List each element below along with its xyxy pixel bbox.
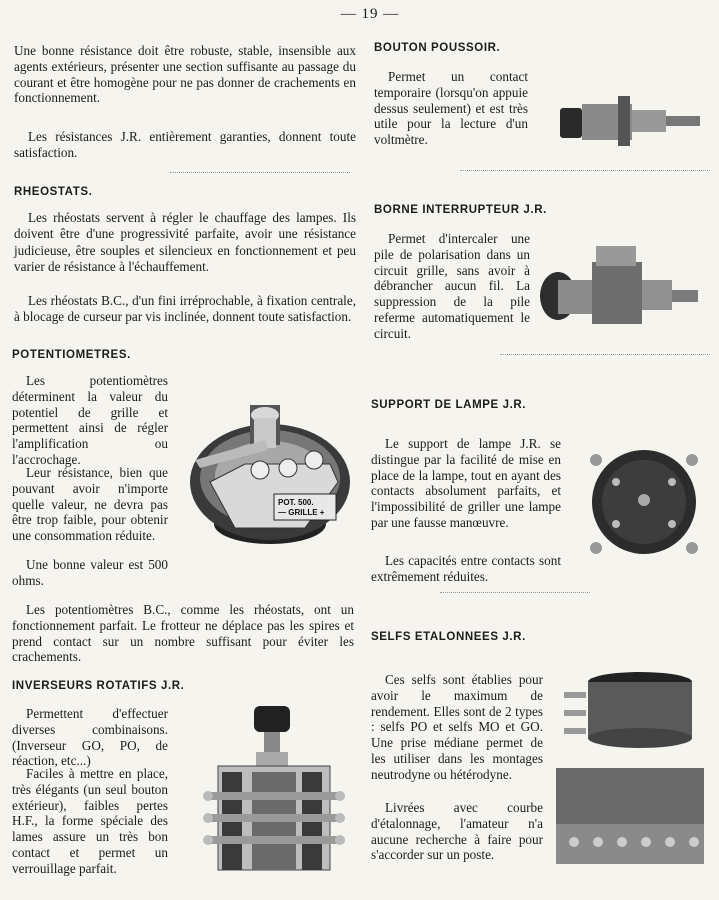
support-paragraph-1: Le support de lampe J.R. se distingue par la facilité de mise en place de la lampe, tout en ayant des contacts absolument parfaits, et l'impossibilité de griller une lampe par une fausse manœuvre.	[371, 436, 561, 530]
support-heading: SUPPORT DE LAMPE J.R.	[371, 399, 527, 411]
rheostats-heading: RHEOSTATS.	[14, 186, 93, 198]
pot-label-line-1: POT. 500.	[278, 498, 314, 507]
rheostats-paragraph-2: Les rhéostats B.C., d'un fini irréprochable, à fixation centrale, à blocage de curseur par vis inclinée, donnent toute satisfaction.	[14, 293, 356, 324]
coil-image-1	[560, 666, 710, 752]
selfs-paragraph-2: Livrées avec courbe d'étalonnage, l'amateur n'a aucune recherche à faire pour s'accorder sur un poste.	[371, 800, 543, 863]
inverseurs-paragraph-1: Permettent d'effectuer diverses combinaisons. (Inverseur GO, PO, de réaction, etc...)	[12, 706, 168, 769]
bouton-paragraph: Permet un contact temporaire (lorsqu'on appuie dessus seulement) et est très utile pour la lecture d'un voltmètre.	[374, 69, 528, 148]
rheostats-paragraph-1: Les rhéostats servent à régler le chauffage des lampes. Ils doivent être d'une progressivité parfaite, avoir une résistance judicieuse, être souples et silencieux en fonctionnement et peu varier de résistance à l'échauffement.	[14, 210, 356, 274]
inverseurs-heading: INVERSEURS ROTATIFS J.R.	[12, 680, 185, 692]
borne-heading: BORNE INTERRUPTEUR J.R.	[374, 204, 547, 216]
pot-label-line-2: — GRILLE +	[278, 508, 325, 517]
potentiometres-paragraph-4: Les potentiomètres B.C., comme les rhéostats, ont un fonctionnement parfait. Le frotteur ne déplace pas les spires et prend contact sur un nombre suffisant pour éviter les crachements.	[12, 602, 354, 665]
divider	[440, 592, 590, 594]
terminal-switch-image	[534, 240, 704, 330]
divider	[500, 354, 710, 356]
borne-paragraph: Permet d'intercaler une pile de polarisation dans un circuit grille, sans avoir à débrancher aucun fil. La suppression de la pile referme automatiquement le circuit.	[374, 231, 530, 341]
selfs-heading: SELFS ETALONNEES J.R.	[371, 631, 526, 643]
support-paragraph-2: Les capacités entre contacts sont extrêmement réduites.	[371, 553, 561, 584]
push-button-image	[556, 92, 704, 150]
inverseurs-paragraph-2: Faciles à mettre en place, très élégants (un seul bouton extérieur), faibles pertes H.F., la forme spéciale des lames assure un très bon contact et permet un verrouillage parfait.	[12, 766, 168, 876]
selfs-paragraph-1: Ces selfs sont établies pour avoir le maximum de rendement. Elles sont de 2 types : selfs PO et selfs MO et GO. Une prise médiane permet de les utiliser dans les montages neutrodyne ou hétérodyne.	[371, 672, 543, 782]
divider	[460, 170, 710, 172]
lamp-socket-image	[586, 442, 704, 562]
potentiometres-paragraph-1: Les potentiomètres déterminent la valeur du potentiel de grille et permettent ainsi de régler l'amplification ou l'accrochage.	[12, 373, 168, 467]
potentiometer-image	[190, 400, 352, 550]
potentiometres-paragraph-2: Leur résistance, bien que pouvant avoir n'importe quelle valeur, ne devra pas être trop faible, pour obtenir une consommation réduite.	[12, 465, 168, 544]
intro-paragraph-2: Les résistances J.R. entièrement garanties, donnent toute satisfaction.	[14, 129, 356, 160]
intro-paragraph-1: Une bonne résistance doit être robuste, stable, insensible aux agents extérieurs, présenter une section suffisante au passage du courant et être homogène pour ne pas donner de crachements en fonctionnement.	[14, 43, 356, 106]
bouton-heading: BOUTON POUSSOIR.	[374, 42, 501, 54]
coil-image-2	[552, 764, 708, 870]
potentiometres-heading: POTENTIOMETRES.	[12, 349, 131, 361]
rotary-switch-image	[198, 702, 350, 880]
potentiometres-paragraph-3: Une bonne valeur est 500 ohms.	[12, 557, 168, 588]
page-number: — 19 —	[340, 6, 400, 22]
divider	[170, 172, 350, 174]
